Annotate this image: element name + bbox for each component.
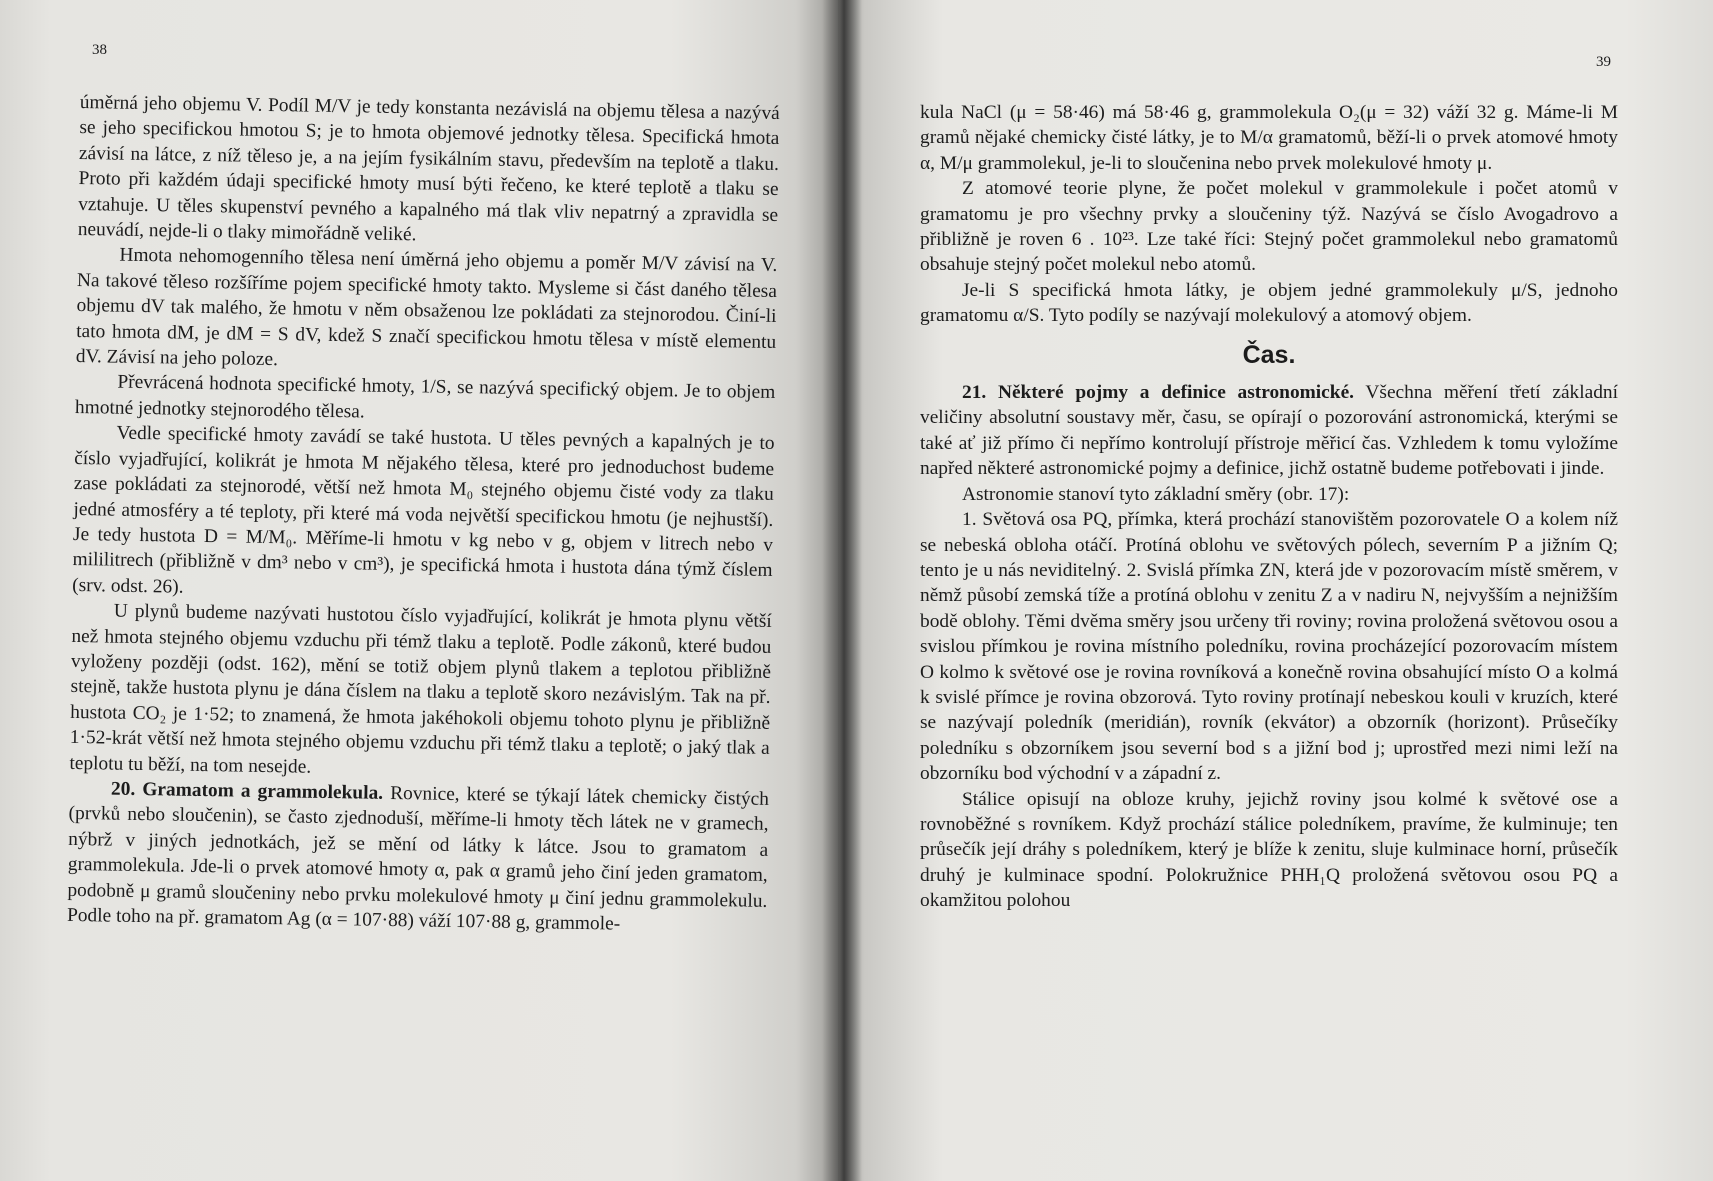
paragraph: Hmota nehomogenního tělesa není úměrná jeho objemu a poměr M/V závisí na V. Na takové těleso rozšíříme pojem specifické hmoty takto. Mysleme si část daného tělesa objemu dV tak malého, že hmotu v něm obsaženou lze pokládati za stejnorodou. Činí-li tato hmota dM, je dM = S dV, kdež S značí specifickou hmotu tělesa v místě elementu dV. Závisí na jeho poloze. — [75, 245, 778, 371]
left-page — [0, 0, 838, 1181]
chapter-heading: Čas. — [1242, 340, 1296, 369]
page-number: 38 — [92, 42, 107, 58]
section-title: 21. Některé pojmy a definice astronomické. — [962, 382, 1355, 404]
page-number: 39 — [1596, 54, 1611, 70]
book-gutter — [822, 0, 862, 1181]
section-title: 20. Gramatom a grammolekula. — [110, 778, 384, 804]
right-page-text — [920, 100, 1618, 914]
paragraph: úměrná jeho objemu V. Podíl M/V je tedy konstanta nezávislá na objemu tělesa a nazývá se jeho specifickou hmotou S; je to hmota objemové jednotky tělesa. Specifická hmota závisí na látce, z níž těleso je, a na jejím fysikálním stavu, především na teplotě a tlaku. Proto při každém údaji specifické hmoty musí býti řečeno, ke které teplotě a tlaku se vztahuje. U těles skupenství pevného a kapalného má tlak vliv nepatrný a zpravidla se neuvádí, nejde-li o tlaky mimořádně veliké. — [77, 91, 780, 246]
paragraph: Stálice opisují na obloze kruhy, jejichž roviny jsou kolmé k světové ose a rovnoběžné s rovníkem. Když prochází stálice poledníkem, pravíme, že kulminuje; ten průsečík její dráhy s poledníkem, který je blíže k zenitu, sluje kulminace horní, průsečík druhý je kulminace spodní. Polokružnice PHH₁Q proložená světovou osou PQ a okamžitou polohou — [920, 788, 1618, 912]
section-text: Všechna měření třetí základní veličiny absolutní soustavy měr, času, se opírají o pozorování astronomická, kterými se také ať již přímo či nepřímo kontrolují přístroje měřicí čas. Vzhledem k tomu vyložíme napřed některé astronomické pojmy a definice, jichž ostatně budeme potřebovati i jinde. — [920, 382, 1619, 480]
paragraph: 1. Světová osa PQ, přímka, která prochází stanovištěm pozorovatele O a kolem níž se nebeská obloha otáčí. Protíná oblohu ve světových pólech, severním P a jižním Q; tento je u nás neviditelný. 2. Svislá přímka ZN, která jde v pozorovacím místě směrem, v němž působí zemská tíže a protíná oblohu v zenitu Z a v nadiru N, nejvyšším a nejnižším bodě oblohy. Těmi dvěma směry jsou určeny tři roviny; rovina proložená světovou osou a svislou přímkou je rovina místního poledníku, rovina procházející pozorovacím místem O kolmo k světové ose je rovina rovníková a konečně rovina obsahující místo O a kolmá k svislé přímce je rovina obzorová. Tyto roviny protínají nebeskou kouli v kruzích, které se nazývají poledník (meridián), rovník (ekvátor) a obzorník (horizont). Průsečíky poledníku s obzorníkem jsou severní bod s a jižní bod j; uprostřed mezi nimi leží na obzorníku bod východní v a západní z. — [920, 509, 1618, 785]
left-page-text — [67, 90, 780, 939]
paragraph: Astronomie stanoví tyto základní směry (obr. 17): — [962, 483, 1350, 505]
paragraph: kula NaCl (μ = 58·46) má 58·46 g, grammolekula O₂(μ = 32) váží 32 g. Máme-li M gramů nějaké chemicky čisté látky, je to M/α gramatomů, běží-li o prvek atomové hmoty α, M/μ grammolekul, je-li to sloučenina nebo prvek molekulové hmoty μ. — [920, 102, 1618, 174]
section-paragraph — [920, 380, 1618, 482]
paragraph: Je-li S specifická hmota látky, je objem jedné grammolekuly μ/S, jednoho gramatomu α/S. Tyto podíly se nazývají molekulový a atomový objem. — [920, 279, 1618, 327]
paragraph: U plynů budeme nazývati hustotou číslo vyjadřující, kolikrát je hmota plynu větší než hmota stejného objemu vzduchu při témž tlaku a teplotě. Podle zákonů, které budou vyloženy později (odst. 162), mění se totiž objem plynů tlakem a teplotou přibližně stejně, takže hustota plynu je dána číslem na tlaku a teplotě skoro nezávislým. Tak na př. hustota CO₂ je 1·52; to znamená, že hmota jakéhokoli objemu tohoto plynu je přibližně 1·52-krát větší než hmota stejného objemu vzduchu při témž tlaku a teplotě; o jaký tlak a teplotu tu běží, na tom nesejde. — [69, 600, 772, 778]
section-text: Rovnice, které se týkají látek chemicky čistých (prvků nebo sloučenin), se často zjednoduší, měříme-li hmoty těch látek ne v gramech, nýbrž v jiných jednotkách, jež se mění od látky k látce. Jsou to gramatom a grammolekula. Jde-li o prvek atomové hmoty α, pak α gramů jeho činí jeden gramatom, podobně μ gramů sloučeniny nebo prvku molekulové hmoty μ činí jednu grammolekulu. Podle toho na př. gramatom Ag (α = 107·88) váží 107·88 g, grammole- — [66, 782, 770, 935]
paragraph: Z atomové teorie plyne, že počet molekul v grammolekule i počet atomů v gramatomu je pro všechny prvky a sloučeniny týž. Nazývá se číslo Avogadrovo a přibližně je roven 6 . 10²³. Lze také říci: Stejný počet grammolekul nebo gramatomů obsahuje stejný počet molekul nebo atomů. — [920, 178, 1618, 276]
paragraph: Převrácená hodnota specifické hmoty, 1/S, se nazývá specifický objem. Je to objem hmotné jednotky stejnorodého tělesa. — [74, 372, 776, 423]
section-paragraph — [67, 776, 769, 939]
paragraph: Vedle specifické hmoty zavádí se také hustota. U těles pevných a kapalných je to číslo vyjadřující, kolikrát je hmota M nějakého tělesa, které pro jednoduchost budeme zase pokládati za stejnorodé, větší než hmota M₀ stejného objemu čisté vody za tlaku jedné atmosféry a té teploty, při které má voda největší specifickou hmotu (je nejhustší). Je tedy hustota D = M/M₀. Měříme-li hmotu v kg nebo v g, objem v litrech nebo v mililitrech (přibližně v dm³ nebo v cm³), je specifická hmota i hustota dána týmž číslem (srv. odst. 26). — [72, 422, 775, 598]
